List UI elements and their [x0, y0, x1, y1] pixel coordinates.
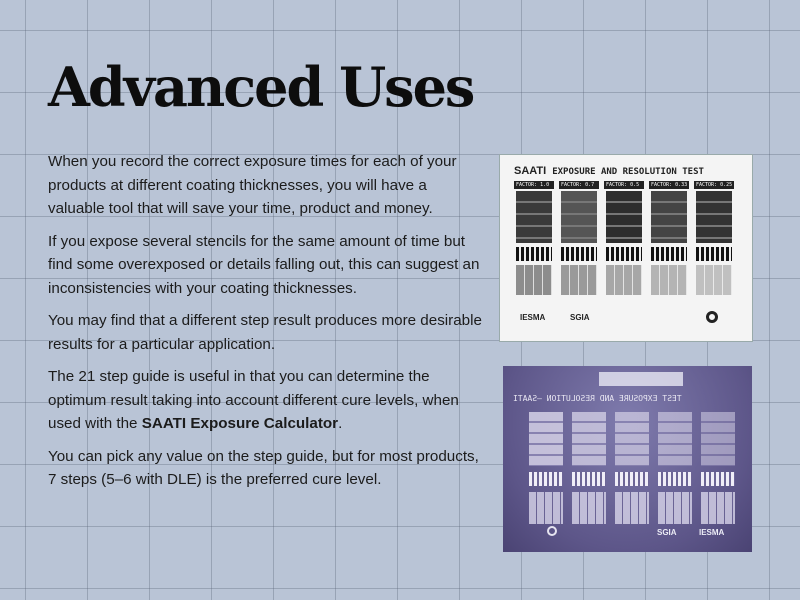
stencil-resolution-patch: [658, 472, 692, 486]
stencil-step-wedge: [658, 412, 692, 466]
stencil-strip-column: [699, 412, 737, 528]
factor-label: FACTOR: 0.33: [651, 182, 688, 188]
sgia-logo: SGIA: [570, 313, 590, 322]
photo2-heading: TEST EXPOSURE AND RESOLUTION —SAATI: [513, 394, 682, 403]
factor-label: FACTOR: 1.0: [514, 181, 554, 189]
stencil-squares: [572, 492, 606, 524]
paragraph-4-end: .: [338, 415, 343, 432]
resolution-patch: [561, 247, 597, 261]
stencil-squares: [658, 492, 692, 524]
resolution-patch: [696, 247, 732, 261]
stencil-resolution-patch: [572, 472, 606, 486]
exposure-test-photo-light: [500, 155, 752, 341]
iesma-logo-mirrored: IESMA: [699, 528, 725, 537]
stencil-squares: [529, 492, 563, 524]
target-icon: [706, 311, 718, 323]
photo1-title: EXPOSURE AND RESOLUTION TEST: [552, 167, 704, 177]
stencil-resolution-patch: [615, 472, 649, 486]
resolution-patch: [516, 247, 552, 261]
stencil-resolution-patch: [529, 472, 563, 486]
step-wedge: [651, 191, 687, 243]
test-strip-column: [649, 181, 689, 299]
step-wedge: [561, 191, 597, 243]
stencil-step-wedge: [572, 412, 606, 466]
factor-label: FACTOR: 0.25: [696, 182, 733, 188]
sgia-logo-mirrored: SGIA: [657, 528, 677, 537]
iesma-logo: IESMA: [520, 313, 546, 322]
grey-squares: [561, 265, 597, 295]
grey-squares: [696, 265, 732, 295]
paragraph-2: If you expose several stencils for the same amount of time but find some overexposed or details falling out, this can suggest an inconsistencies with your coating thicknesses.: [48, 232, 480, 297]
page-title: Advanced Uses: [48, 55, 474, 119]
saati-logo: SAATI: [514, 165, 547, 177]
stencil-step-wedge: [701, 412, 735, 466]
paragraph-1: When you record the correct exposure times for each of your products at different coating thicknesses, you will have a valuable tool that will save your time, product and money.: [48, 153, 457, 217]
paragraph-5: You can pick any value on the step guide, but for most products, 7 steps (5–6 with DLE) is the preferred cure level.: [48, 447, 479, 488]
step-wedge: [606, 191, 642, 243]
paragraph-4-text: The 21 step guide is useful in that you can determine the optimum result taking into account different cure levels, when used with the: [48, 368, 459, 432]
step-wedge: [516, 191, 552, 243]
stencil-step-wedge: [529, 412, 563, 466]
stencil-strip-column: [570, 412, 608, 528]
target-icon: [547, 526, 557, 536]
stencil-squares: [701, 492, 735, 524]
stencil-strip-column: [613, 412, 651, 528]
stencil-resolution-patch: [701, 472, 735, 486]
grey-squares: [651, 265, 687, 295]
stencil-step-wedge: [615, 412, 649, 466]
test-strip-column: [559, 181, 599, 299]
paragraph-3: You may find that a different step result produces more desirable results for a particular application.: [48, 312, 482, 353]
resolution-patch: [651, 247, 687, 261]
step-wedge: [696, 191, 732, 243]
stencil-squares: [615, 492, 649, 524]
saati-calculator-link: SAATI Exposure Calculator: [141, 415, 339, 432]
stencil-strip-column: [656, 412, 694, 528]
test-strip-column: [514, 181, 554, 299]
tape-strip: [599, 372, 683, 386]
body-text: [48, 150, 486, 501]
resolution-patch: [606, 247, 642, 261]
stencil-strip-column: [527, 412, 565, 528]
factor-label: FACTOR: 0.5: [604, 181, 644, 189]
photo1-heading: [514, 165, 704, 177]
factor-label: FACTOR: 0.7: [559, 181, 599, 189]
test-strip-column: [604, 181, 644, 299]
grey-squares: [606, 265, 642, 295]
test-strip-column: [694, 181, 734, 299]
exposure-test-photo-stencil: [503, 366, 752, 552]
paragraph-4: [48, 365, 486, 436]
grey-squares: [516, 265, 552, 295]
